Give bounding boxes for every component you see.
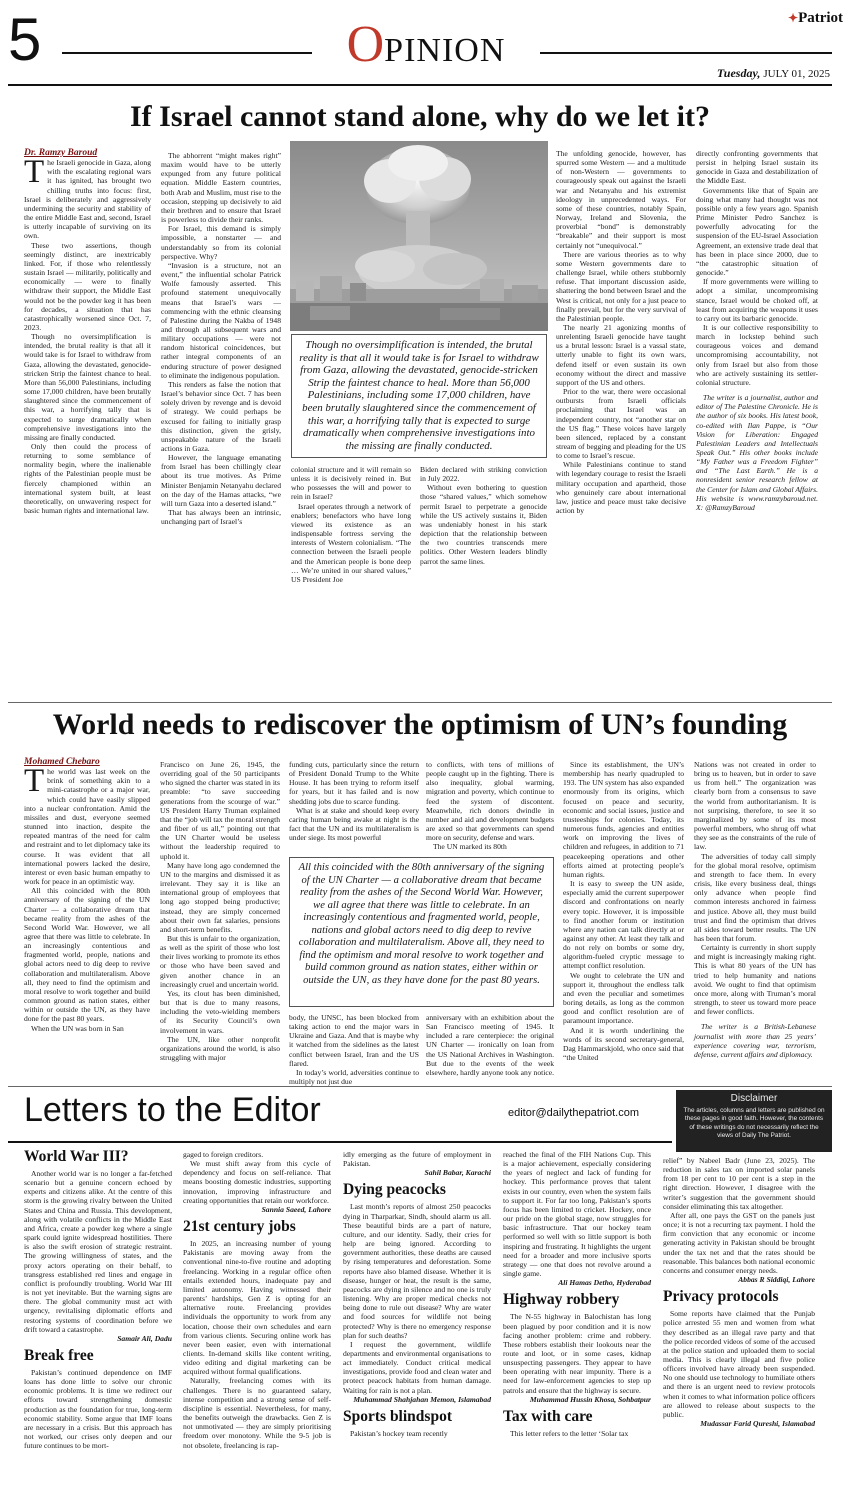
article2-column-4 xyxy=(426,760,554,856)
article2-column-1 xyxy=(24,758,150,1080)
article2-pull-quote-text: All this coincided with the 80th anniversary of the signing of the UN Charter — a collaborative dream that became reality from the ashes of the Second World War. However, we all agree that there was little to celebrate. In an increasingly contentious and fragmented world, people, nations and global actors need to dig deep to revive collaboration and multilateralism. Above all, they need to find the optimism and moral resolve to work together and build common ground as nation states, either within or outside the UN, as they have done for the past 80 years. xyxy=(298,862,545,986)
page-number: 5 xyxy=(8,6,42,73)
drop-cap: T xyxy=(24,154,45,191)
letter-paragraph: Some reports have claimed that the Punjab police arrested 55 men and women from what they described as an illegal rave party and that the police recorded videos of some of the accused at the police station and uploaded them to social media. This is clearly illegal and five police officers involved have already been suspended. No one should use technology to humiliate others and there is an urgent need to review protocols when it comes to what information police officers are allowed to release about suspects to the public. xyxy=(663,1309,815,1419)
letter-paragraph: I request the government, wildlife departments and environmental organisations to act immediately. Conduct critical medical investigations, provide food and clean water and protect peacock habitats from human damage. Waiting for rain is not a plan. xyxy=(343,1339,491,1395)
article1-photo xyxy=(290,141,548,331)
author-bio: The writer is a British-Lebanese journalist with more than 25 years’ experience covering war, terrorism, defense, current affairs and diplomacy. xyxy=(694,1022,816,1059)
article1-column-2 xyxy=(161,151,281,697)
letter-heading: Sports blindspot xyxy=(343,1407,452,1425)
brand-name: Patriot xyxy=(798,10,843,26)
letter-paragraph: reached the final of the FIH Nations Cup. This is a major achievement, especially considering the years of neglect and lack of funding for hockey. This performance proves that talent exists in our country, even when the system fails to support it. For far too long, Pakistan’s sports focus has been limited to cricket. Hockey, once our pride on the global stage, now struggles for basic infrastructure. That our hockey team performed so well with so little support is both inspiring and frustrating. It highlights the urgent need for a broader and more inclusive sports strategy — one that does not revolve around a single game. xyxy=(503,1150,651,1279)
paragraph: Yes, its clout has been diminished, but that is due to many reasons, including the veto-wielding members of its Security Council’s own involvement in wars. xyxy=(160,988,280,1035)
letter-paragraph: Pakistan’s continued dependence on IMF loans has done little to solve our chronic economic problems. It is time we redirect our efforts toward strengthening domestic production as the foundation for true, long-term economic stability. Some argue that IMF loans are necessary in a crisis. But this approach has not worked, our crises only deepen and our future continues to be mort- xyxy=(24,1367,172,1451)
article1-column-4 xyxy=(420,465,547,697)
letter-paragraph: Pakistan’s hockey team recently xyxy=(350,1428,448,1438)
letter-paragraph: Last month’s reports of almost 250 peacocks dying in Tharparkar, Sindh, should alarm us all. These beautiful birds are a part of nature, culture, and our identity. Sadly, their cries for help are being ignored. According to government authorities, these deaths are caused by rising temperatures and deforestation. Some reports have also blamed disease. Whether it is disease, hunger or heat, the result is the same, peacocks are dying in silence and no one is truly listening. Why are proper medical checks not being done to rule out disease? Why are water and food sources for wildlife not being protected? Why is there no emergency response plan for such deaths? xyxy=(343,1202,491,1340)
article2-column-5 xyxy=(563,760,684,1080)
paragraph: What is at stake and should keep every caring human being awake at night is the fact that the UN and its multilateralism is under siege. Its most powerful xyxy=(289,805,419,843)
article2-headline: World needs to rediscover the optimism of UN’s founding xyxy=(52,708,788,741)
paragraph-text: he Israeli genocide in Gaza, along with the escalating regional wars it has ignited, has brought two chilling truths into focus: first, Israel is deliberately and aggressively undermining the security and stability of the entire Middle East and, second, Israel is utterly incapable of surviving on its own. xyxy=(24,158,151,241)
brand-star-icon: ✦ xyxy=(788,11,799,25)
article2-column-3 xyxy=(289,760,419,856)
issue-date-text: JULY 01, 2025 xyxy=(763,68,830,80)
article1-bottom-rule xyxy=(8,702,832,703)
paragraph: body, the UNSC, has been blocked from taking action to end the major wars in Ukraine and Gaza. And that is maybe why it watched from the sidelines as the latest conflict between Israel, Iran and the US flared. xyxy=(289,1013,419,1068)
letter-heading: Privacy protocols xyxy=(663,1288,779,1306)
letter-heading: World War III? xyxy=(24,1148,129,1165)
letters-column-4 xyxy=(503,1150,651,1502)
paragraph: The UN, like other nonprofit organizations around the world, is also struggling with major xyxy=(160,1034,280,1062)
masthead-rule-right xyxy=(540,52,832,54)
letters-column-1 xyxy=(24,1144,172,1502)
paragraph xyxy=(24,763,150,887)
letter-paragraph: In 2025, an increasing number of young Pakistanis are moving away from the conventional nine-to-five routine and adopting freelancing. Working in a regular office often entails extended hours, inadequate pay and limited autonomy. Having witnessed their parents’ hardships, Gen Z is opting for an alternative route. Freelancing provides individuals the opportunity to work from any location, choose their own schedules and earn from various clients. Securing online work has never been easier, even with international clients. In-demand skills like content writing, video editing and digital marketing can be acquired without formal qualifications. xyxy=(183,1239,331,1377)
paragraph: directly confronting governments that persist in helping Israel sustain its genocide in Gaza and destabilization of the Middle East. xyxy=(696,149,818,186)
article2-column-3-bottom xyxy=(289,1013,419,1087)
paragraph: That has always been an intrinsic, unchanging part of Israel’s xyxy=(161,508,281,527)
paragraph: In today’s world, adversities continue to multiply not just due xyxy=(289,1067,419,1087)
paragraph: Israel operates through a network of enablers; benefactors who have long viewed its existence as an indispensable fortress serving the interests of Western colonialism. “The connection between the Israeli people and the American people is bone deep … We’re united in our shared values,” US President Joe xyxy=(291,501,411,584)
disclaimer-text: The articles, columns and letters are published on these pages in good faith. However, the contents of these writings do not necessarily reflect the views of Daily The Patriot. xyxy=(683,1107,825,1139)
article1-byline: Dr. Ramzy Baroud xyxy=(24,148,98,158)
paragraph: Though no oversimplification is intended, the brutal reality is that all it would take is for Israel to withdraw from Gaza, allowing the devastated, genocide-stricken Strip the faintest chance to heal. More than 56,000 Palestinians, including some 17,000 children, have been brutally slaughtered since the commencement of this war, a horrifying tally that is expected to surge dramatically when comprehensive investigations into the missing are finally conducted. xyxy=(24,332,151,442)
letter-paragraph: idly emerging as the future of employment in Pakistan. xyxy=(343,1150,491,1169)
article1-column-4-top xyxy=(556,149,686,697)
paragraph: For Israel, this demand is simply impossible, a nonstarter — and understandably so from its colonial perspective. Why? xyxy=(161,224,281,261)
letters-email[interactable]: editor@dailythepatriot.com xyxy=(508,1107,640,1119)
paragraph: Biden declared with striking conviction in July 2022. xyxy=(420,465,547,484)
issue-day: Tuesday, xyxy=(716,66,761,80)
letter-signature: Samair Ali, Dadu xyxy=(117,1333,172,1343)
letter-signature: Muhammad Shahjahan Memon, Islamabad xyxy=(353,1394,491,1404)
paragraph xyxy=(24,154,151,241)
letter-paragraph: The N-55 highway in Balochistan has long been plagued by poor condition and it is now facing another problem: crime and robbery. These robbers establish their lookouts near the route and loot, or in some cases, kidnap unsuspecting passengers. They appear to have been operating with near impunity. There is a need for law-enforcement agencies to step up patrols and ensure that the highway is secure. xyxy=(503,1312,651,1395)
article1-pull-quote xyxy=(291,334,547,458)
paragraph: to conflicts, with tens of millions of people caught up in the fighting. There is also inequality, global warming, migration and poverty, which continue to feed the system of discontent. Meanwhile, rich donors dwindle in number and aid and development budgets are axed so that governments can spend more on security, defense and wars. xyxy=(426,760,554,843)
paragraph: The UN marked its 80th xyxy=(433,842,507,852)
paragraph: Certainty is currently in short supply and might is increasingly making right. This is what 80 years of the UN has tried to help humanity and nations avoid. We ought to find that optimism once more, along with Truman’s moral strength, to steer us toward more peace and fewer conflicts. xyxy=(694,943,816,1017)
paragraph-text: he world was last week on the brink of something akin to a mini-catastrophe or a major war, which could have easily slipped into a nuclear confrontation. Amid the missiles and dust, everyone seemed stunned into inaction, despite the repeated mantras of the need for calm and restraint and to let diplomacy take its course. It was evident that all international powers lacked the desire, interest or even basic human empathy to work for peace in an optimistic way. xyxy=(24,767,150,887)
letter-paragraph: After all, one pays the GST on the panels just once; it is not a recurring tax payment. I hold the firm conviction that any economic or income generating activity in Pakistan should be brought under the tax net and that the rates should be reasonable. This balances both national economic concerns and consumer energy needs. xyxy=(663,1210,815,1275)
paragraph: Since its establishment, the UN’s membership has nearly quadrupled to 193. The UN system has also expanded enormously from its origins, which focused on peace and security, economic and social issues, justice and trusteeships for colonies. Today, its numerous funds, agencies and entities work on improving the lives of children and refugees, in addition to 71 peacekeeping operations and other efforts aimed at protecting people’s human rights. xyxy=(563,760,684,879)
paragraph: colonial structure and it will remain so unless it is decisively reined in. But who possesses the will and power to rein in Israel? xyxy=(291,465,411,502)
letters-title: Letters to the Editor xyxy=(24,1091,321,1129)
section-title-rest: PINION xyxy=(384,32,506,69)
letter-signature: Mudassar Farid Qureshi, Islamabad xyxy=(700,1419,815,1429)
article1-column-1 xyxy=(24,149,151,697)
masthead-rule xyxy=(62,52,312,54)
drop-cap: T xyxy=(24,763,45,800)
article2-column-6 xyxy=(694,760,816,1080)
article2-column-4-bottom xyxy=(426,1013,554,1080)
paragraph: And it is worth underlining the words of its second secretary-general, Dag Hammarskjold, who once said that “the United xyxy=(563,1025,684,1062)
letters-column-2 xyxy=(183,1150,331,1502)
letter-signature: Abbas R Siddiqi, Lahore xyxy=(738,1275,815,1285)
paragraph: We ought to celebrate the UN and support it, throughout the endless talk and even the peculiar and sometimes boring details, as long as the common good and conflict resolution are of paramount importance. xyxy=(563,970,684,1026)
paragraph: But this is unfair to the organization, as well as the spirit of those who lost their lives working to promote its ethos or those who have been saved and given another chance in an increasingly cruel and uncertain world. xyxy=(160,933,280,989)
letter-paragraph: Naturally, freelancing comes with its challenges. There is no guaranteed salary, intense competition and a strong sense of self-discipline is essential. Nevertheless, for many, the benefits outweigh the drawbacks. Gen Z is not unmotivated — they are simply prioritising freedom over monotony. While the 9-5 job is not obsolete, freelancing is rap- xyxy=(183,1376,331,1450)
letter-heading: Break free xyxy=(24,1346,94,1364)
letter-signature: Ali Hamas Detho, Hyderabad xyxy=(558,1278,651,1288)
paragraph: The nearly 21 agonizing months of unrelenting Israeli genocide have taught us a brutal lesson: Israel is a vassal state, utterly unable to fight its own wars, defend itself or even sustain its own economy without the direct and massive support of the US and others. xyxy=(556,322,686,387)
article1-headline: If Israel cannot stand alone, why do we let it? xyxy=(129,100,710,133)
paragraph: While Palestinians continue to stand with legendary courage to resist the Israeli military occupation and apartheid, those who genuinely care about international law, justice and peace must take decisive action by xyxy=(556,460,686,516)
letter-paragraph: relief” by Nabeel Badr (June 23, 2025). The reduction in sales tax on imported solar panels from 18 per cent to 10 per cent is a step in the right direction. However, I disagree with the writer’s suggestion that the government should consider eliminating this tax altogether. xyxy=(663,1156,815,1211)
paragraph: Only then could the process of returning to some semblance of normality begin, where the inalienable rights of the Palestinian people must be fiercely championed within an international system built, at least theoretically, on unwavering respect for basic human rights and international law. xyxy=(24,442,151,516)
paragraph: Nations was not created in order to bring us to heaven, but in order to save us from hell.” The organization was clearly born from a consensus to save the world from authoritarianism. It is not surprising, therefore, to see it so marginalized by some of its most powerful members, who shrug off what they see as the constraints of the rule of law. xyxy=(694,760,816,852)
paragraph: The adversities of today call simply for the global moral resolve, optimism and strength to face them. In every crisis, like every business deal, things only advance when people find common interests anchored in fairness and justice. Above all, they must build trust and find the optimism that drives all sides toward better results. The UN has been that forum. xyxy=(694,851,816,943)
letter-paragraph: gaged to foreign creditors. xyxy=(183,1150,264,1159)
letter-paragraph: This letter refers to the letter ‘Solar tax xyxy=(510,1428,629,1438)
issue-date xyxy=(717,66,830,81)
paragraph: Prior to the war, there were occasional outbursts from Israeli officials proclaiming that Israel was an independent country, not “another star on the US flag.” These voices have largely been silenced, replaced by a constant stream of begging and pleading for the US to come to Israel’s rescue. xyxy=(556,387,686,461)
letter-heading: 21st century jobs xyxy=(183,1218,296,1236)
letter-signature: Sahil Babar, Karachi xyxy=(424,1168,491,1178)
paragraph: It is our collective responsibility to march in lockstep behind such courageous voices and demand uncompromising accountability, not only from Israel but also from those who are actively sustaining its settler-colonial structure. xyxy=(696,322,818,387)
letter-heading: Highway robbery xyxy=(503,1291,620,1309)
article1-column-5 xyxy=(696,149,818,697)
article2-pull-quote xyxy=(289,857,554,1007)
paragraph: It is easy to sweep the UN aside, especially amid the current superpower discord and confrontations on nearly every topic. However, it is impossible to find another forum or institution where any nation can talk directly at or against any other. At least they talk and do not rely on bombs or some dry, algorithm-fueled cryptic message to attempt conflict resolution. xyxy=(563,879,684,971)
paragraph: funding cuts, particularly since the return of President Donald Trump to the White House. It has been trying to reform itself for years, but it has failed and is now shedding jobs due to scarce funding. xyxy=(289,760,419,806)
disclaimer-box xyxy=(676,1090,832,1152)
paragraph: Many have long ago condemned the UN to the margins and dismissed it as irrelevant. They say it is like an international group of employees that long ago stopped being productive; instead, they are simply concerned about their own fat salaries, pensions and short-term benefits. xyxy=(160,860,280,934)
paragraph: If more governments were willing to adopt a similar, uncompromising stance, Israel would be choked off, at least from acquiring the weapons it uses to carry out its barbaric genocide. xyxy=(696,277,818,323)
paragraph: Without even bothering to question those “shared values,” which somehow permit Israel to perpetrate a genocide while the US actively sustains it, Biden was undeniably honest in his stark depiction that the relationship between the two countries transcends mere politics. Other Western leaders blindly parrot the same lines. xyxy=(420,483,547,566)
paragraph: Governments like that of Spain are doing what many had thought was not possible only a few years ago. Spanish Prime Minister Pedro Sanchez is powerfully advocating for the suspension of the EU-Israel Association Agreement, an extensive trade deal that has been in place since 2000, due to “the catastrophic situation of genocide.” xyxy=(696,185,818,278)
paragraph: However, the language emanating from Israel has been chillingly clear about its true motives. As Prime Minister Benjamin Netanyahu declared on the day of the Hamas attacks, “we will turn Gaza into a deserted island.” xyxy=(161,453,281,508)
disclaimer-title: Disclaimer xyxy=(730,1093,778,1104)
article1-column-3 xyxy=(291,465,411,697)
section-title xyxy=(312,16,540,80)
letter-signature: Sannia Saeed, Lahore xyxy=(261,1204,331,1214)
paragraph: This renders as false the notion that Israel’s behavior since Oct. 7 has been solely driven by revenge and is devoid of strategy. We could perhaps be excused for failing to initially grasp this distinction, given the grisly, unspeakable nature of the Israeli actions in Gaza. xyxy=(161,379,281,453)
section-title-initial: O xyxy=(346,16,385,73)
top-rule xyxy=(8,84,832,86)
paragraph: The unfolding genocide, however, has spurred some Western — and a multitude of non-Western — governments to courageously speak out against the Israeli war and Netanyahu and his extremist ideology in unprecedented ways. For some of these countries, notably Spain, Norway, Ireland and Slovenia, the proverbial “bond” is demonstrably “breakable” and their support is most certainly not “unequivocal.” xyxy=(556,149,686,250)
brand-logo xyxy=(788,10,843,27)
paragraph: There are various theories as to why some Western governments dare to challenge Israel, while others stubbornly refuse. That important discussion aside, shattering the bond between Israel and the West is critical, not only for a just peace to finally prevail, but for the very survival of the Palestinian people. xyxy=(556,249,686,323)
letter-signature: Muhammad Hussin Khosa, Sohbatpur xyxy=(529,1394,651,1404)
author-bio: The writer is a journalist, author and editor of The Palestine Chronicle. He is the author of six books. His latest book, co-edited with Ilan Pappe, is “Our Vision for Liberation: Engaged Palestinian Leaders and Intellectuals Speak Out.” His other books include “My Father was a Freedom Fighter” and “The Last Earth.” He is a nonresident senior research fellow at the Center for Islam and Global Affairs. His website is www.ramzybaroud.net. X: @RamzyBaroud xyxy=(696,393,818,512)
letters-column-3 xyxy=(343,1150,491,1502)
paragraph: anniversary with an exhibition about the San Francisco meeting of 1945. It included a rare centerpiece: the original UN Charter — ironically on loan from the US National Archives in Washington. But due to the events of the week elsewhere, hardly anyone took any notice. xyxy=(426,1013,554,1077)
article2-bottom-rule xyxy=(8,1086,832,1087)
letters-rule xyxy=(8,1141,672,1143)
letters-column-5 xyxy=(663,1156,815,1502)
article2-column-2 xyxy=(160,760,280,1080)
paragraph: The abhorrent “might makes right” maxim would have to be utterly expunged from any future political equation. Middle Eastern countries, both Arab and Muslim, must rise to the occasion, stepping up decisively to aid their brethren and to ensure that Israel is powerless to divide their ranks. xyxy=(161,151,281,225)
paragraph: All this coincided with the 80th anniversary of the signing of the UN Charter — a collaborative dream that became reality from the ashes of the Second World War. However, we all agree that there was little to celebrate. In an increasingly contentious and fragmented world, people, nations and global actors need to dig deep to revive collaboration and multilateralism. Above all, they need to find the optimism and moral resolve to work together and build common ground as nation states, either within or outside the UN, as they have done for the past 80 years. xyxy=(24,886,150,1024)
letter-paragraph: Another world war is no longer a far-fetched scenario but a genuine concern echoed by experts and citizens alike. At the centre of this storm is the growing rivalry between the United States and China and Russia. This development, along with volatile conflicts in the Middle East and Africa, create a powder keg where a single spark could ignite widespread hostilities. There is also the swift erosion of strategic restraint. The growing willingness of states, and the proxy actors operating on their behalf, to transgress established red lines and engage in conflict is profoundly troubling. World War III is not yet inevitable. But the warning signs are there. The global community must act with urgency, revitalising diplomatic efforts and restoring systems of coordination before we drift toward a catastrophe. xyxy=(24,1169,172,1334)
article2-byline: Mohamed Chebaro xyxy=(24,757,100,767)
paragraph: When the UN was born in San xyxy=(31,1023,124,1033)
paragraph: Francisco on June 26, 1945, the overriding goal of the 50 participants who signed the charter was stated in its preamble: “to save succeeding generations from the scourge of war.” US President Harry Truman explained that the “job will tax the moral strength and fiber of us all,” pointing out that the UN Charter would be useless without the leadership required to uphold it. xyxy=(160,760,280,861)
letter-heading: Dying peacocks xyxy=(343,1181,446,1199)
letter-paragraph: We must shift away from this cycle of dependency and focus on self-reliance. That means boosting domestic industries, supporting innovation, improving infrastructure and creating opportunities that retain our workforce. xyxy=(183,1159,331,1205)
paragraph: “Invasion is a structure, not an event,” the influential scholar Patrick Wolfe famously asserted. This profound statement unequivocally means that Israel’s wars — commencing with the ethnic cleansing of Palestine during the Nakba of 1948 and through all subsequent wars and military occupations — were not random historical coincidences, but rather integral components of an enduring structure of power designed to eliminate the indigenous population. xyxy=(161,260,281,380)
letter-heading: Tax with care xyxy=(503,1407,593,1425)
smoke-explosion-image xyxy=(290,141,548,331)
article1-pull-quote-text: Though no oversimplification is intended, the brutal reality is that all it would take is for Israel to withdraw from Gaza, allowing the devastated, genocide-stricken Strip the faintest chance to heal. More than 56,000 Palestinians, including some 17,000 children, have been brutally slaughtered since the commencement of this war, a horrifying tally that is expected to surge dramatically when comprehensive investigations into the missing are finally conducted. xyxy=(299,339,539,452)
paragraph: These two assertions, though seemingly distinct, are inextricably linked. For, if those who relentlessly sustain Israel — militarily, politically and economically — were to finally withdraw their support, the Middle East would not be the powder keg it has been for decades, a situation that has catastrophically worsened since Oct. 7, 2023. xyxy=(24,240,151,332)
